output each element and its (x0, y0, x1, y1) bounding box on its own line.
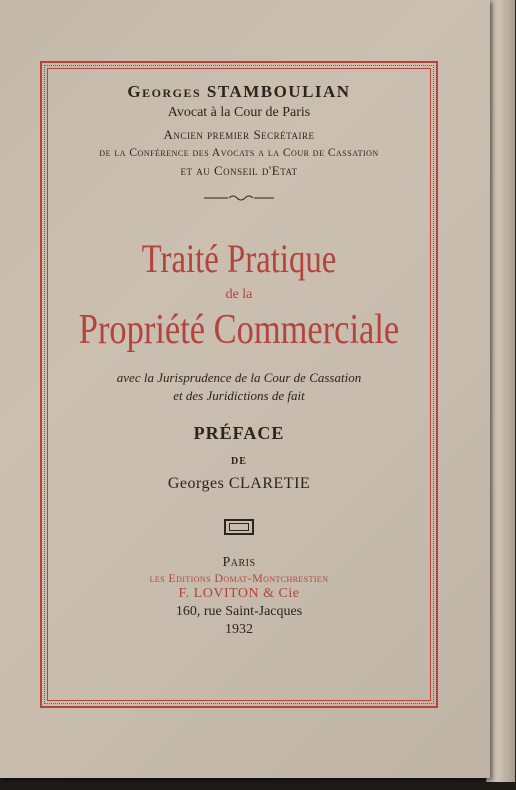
title-line-1: Traité Pratique (141, 236, 337, 281)
title-page-content (48, 78, 430, 638)
imprint-publisher-2: F. LOVITON & Cie (178, 586, 300, 601)
preface-author: Georges CLARETIE (167, 475, 311, 492)
imprint-year: 1932 (225, 622, 253, 637)
credential-line-2: de la Conférence des Avocats a la Cour de Cassation (99, 147, 379, 159)
page-edge (486, 0, 515, 782)
author-role: Avocat à la Cour de Paris (167, 105, 311, 120)
publisher-seal-icon (224, 519, 254, 535)
imprint-city: Paris (222, 555, 256, 570)
title-line-2: Propriété Commerciale (78, 307, 400, 353)
imprint-publisher: les Editions Domat-Montchrestien (149, 571, 329, 585)
credential-line-3: et au Conseil d'Etat (180, 163, 298, 178)
ornament-rule (204, 194, 274, 202)
preface-heading: PRÉFACE (193, 423, 285, 443)
subtitle-line-2: et des Juridictions de fait (173, 388, 305, 403)
imprint-address: 160, rue Saint-Jacques (175, 604, 303, 619)
credential-line-1: Ancien premier Secrétaire (163, 127, 315, 142)
preface-by: DE (231, 456, 247, 467)
author-name: Georges STAMBOULIAN (127, 82, 351, 101)
title-connector: de la (225, 287, 253, 302)
subtitle-line-1: avec la Jurisprudence de la Cour de Cassation (116, 370, 362, 385)
